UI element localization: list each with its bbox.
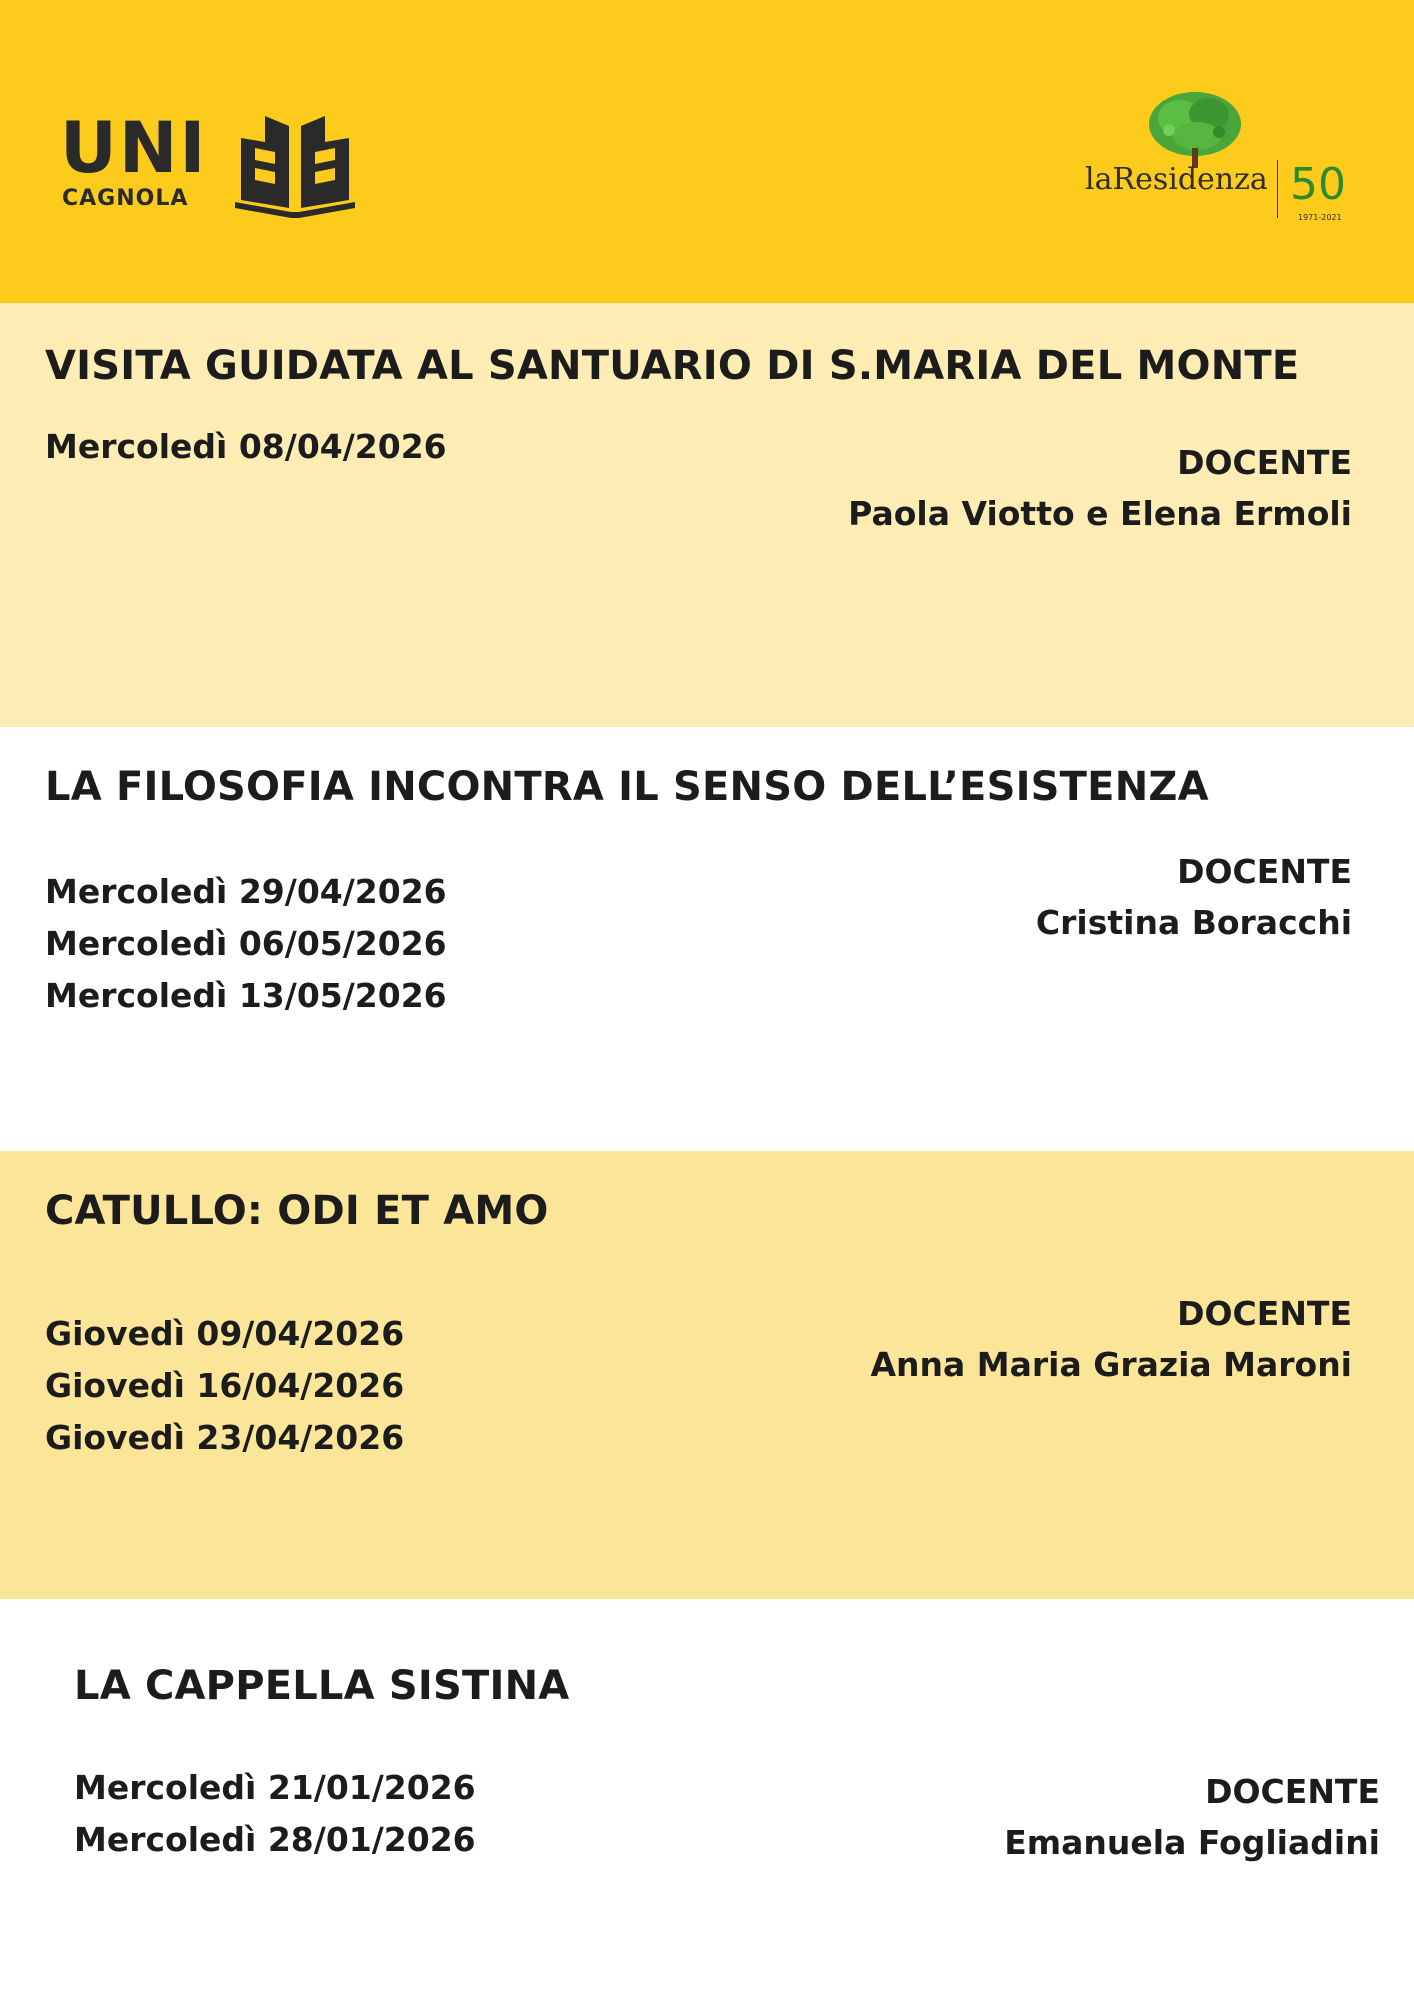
- uni-logo-subtext: CAGNOLA: [62, 186, 189, 211]
- course-title: CATULLO: ODI ET AMO: [45, 1188, 549, 1234]
- course-date: Mercoledì 08/04/2026: [45, 427, 447, 466]
- header-banner: [0, 0, 1414, 303]
- teacher-label: DOCENTE: [1177, 852, 1352, 891]
- course-date: Mercoledì 06/05/2026: [45, 924, 447, 963]
- uni-logo-text: UNI: [60, 107, 208, 189]
- course-title: LA CAPPELLA SISTINA: [74, 1663, 570, 1709]
- course-date: Mercoledì 28/01/2026: [74, 1820, 476, 1859]
- course-section-1: [0, 303, 1414, 727]
- course-title: VISITA GUIDATA AL SANTUARIO DI S.MARIA DEL MONTE: [45, 343, 1300, 389]
- teacher-label: DOCENTE: [1205, 1772, 1380, 1811]
- teacher-name: Anna Maria Grazia Maroni: [870, 1345, 1352, 1384]
- open-book-icon: [235, 108, 355, 218]
- course-teacher: [848, 437, 1352, 539]
- anniversary-number: 50: [1290, 159, 1346, 210]
- teacher-name: Emanuela Fogliadini: [1004, 1823, 1380, 1862]
- residenza-name: Residenza: [1112, 162, 1268, 197]
- tree-icon: [1145, 90, 1245, 168]
- course-date: Mercoledì 29/04/2026: [45, 872, 447, 911]
- logo-divider: [1277, 160, 1278, 218]
- teacher-name: Paola Viotto e Elena Ermoli: [848, 494, 1352, 533]
- anniversary-years: 1971-2021: [1298, 213, 1342, 222]
- course-date: Mercoledì 13/05/2026: [45, 976, 447, 1015]
- teacher-name: Cristina Boracchi: [1035, 903, 1352, 942]
- teacher-label: DOCENTE: [1177, 1294, 1352, 1333]
- uni-cagnola-logo: [60, 108, 360, 218]
- la-residenza-logo: [1080, 90, 1360, 230]
- course-dates: [74, 1762, 476, 1866]
- residenza-prefix: la: [1085, 162, 1113, 197]
- course-teacher: [871, 1288, 1353, 1390]
- course-dates: [45, 866, 447, 1022]
- teacher-label: DOCENTE: [1177, 443, 1352, 482]
- course-date: Giovedì 16/04/2026: [45, 1366, 405, 1405]
- course-section-4: [0, 1599, 1414, 2000]
- course-teacher: [1004, 1766, 1380, 1868]
- residenza-wordmark: [1085, 162, 1268, 197]
- course-dates: [45, 1308, 404, 1464]
- course-section-3: [0, 1151, 1414, 1599]
- course-section-2: [0, 727, 1414, 1151]
- course-date: Giovedì 09/04/2026: [45, 1314, 405, 1353]
- course-title: LA FILOSOFIA INCONTRA IL SENSO DELL’ESISTENZA: [45, 764, 1209, 810]
- course-teacher: [1036, 846, 1352, 948]
- course-dates: [45, 421, 447, 473]
- course-date: Mercoledì 21/01/2026: [74, 1768, 476, 1807]
- course-date: Giovedì 23/04/2026: [45, 1418, 405, 1457]
